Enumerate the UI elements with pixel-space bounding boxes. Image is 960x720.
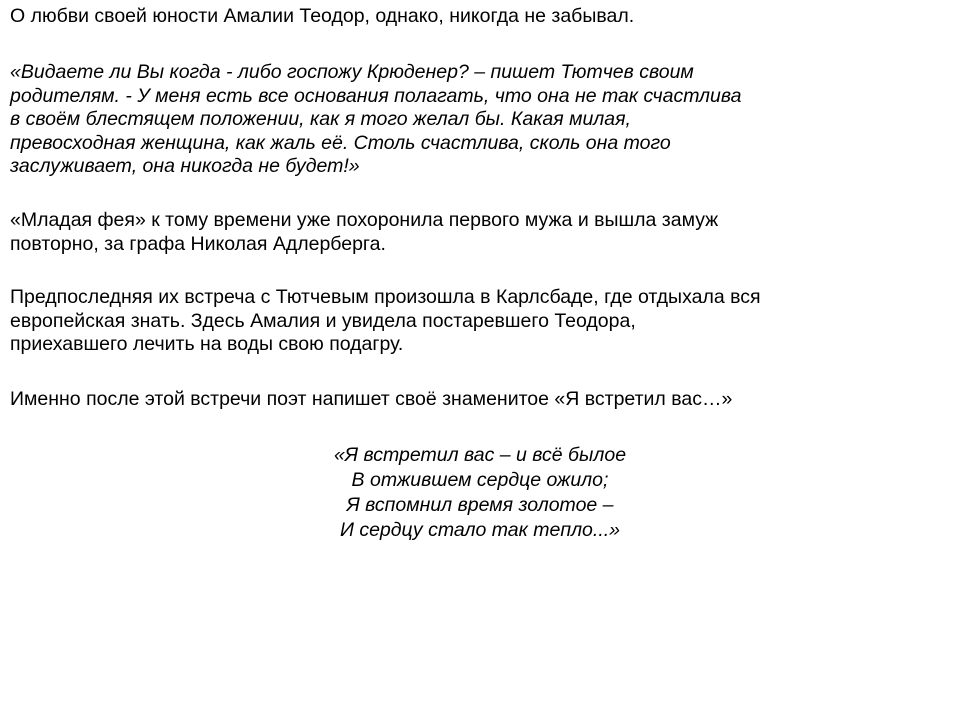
poem-line: «Я встретил вас – и всё былое — [333, 444, 627, 466]
text-line: в своём блестящем положении, как я того желал бы. Какая милая, — [10, 108, 631, 130]
paragraph-letter-quote — [10, 61, 960, 179]
text-line: «Младая фея» к тому времени уже похоронила первого мужа и вышла замуж — [10, 209, 719, 231]
text-line: повторно, за графа Николая Адлерберга. — [10, 232, 386, 255]
poem-line: И сердцу стало так тепло...» — [339, 519, 621, 541]
text-line: Предпоследняя их встреча с Тютчевым произошла в Карлсбаде, где отдыхала вся — [10, 286, 761, 308]
poem-quote — [0, 443, 960, 543]
text-line: европейская знать. Здесь Амалия и увидела постаревшего Теодора, — [10, 309, 636, 332]
poem-line: Я вспомнил время золотое – — [346, 494, 614, 516]
text-line: Именно после этой встречи поэт напишет своё знаменитое «Я встретил вас…» — [10, 388, 733, 410]
paragraph-intro — [10, 5, 960, 29]
poem-line: В отжившем сердце ожило; — [351, 469, 609, 491]
paragraph-second-marriage — [10, 209, 960, 256]
text-line: родителям. - У меня есть все основания полагать, что она не так счастлива — [10, 84, 742, 107]
paragraph-karlsbad-meeting — [10, 286, 960, 357]
text-line: заслуживает, она никогда не будет!» — [10, 155, 360, 177]
text-line: «Видаете ли Вы когда - либо госпожу Крюденер? – пишет Тютчев своим — [10, 61, 694, 83]
text-line: О любви своей юности Амалии Теодор, однако, никогда не забывал. — [10, 5, 635, 27]
text-line: превосходная женщина, как жаль её. Столь счастлива, сколь она того — [10, 131, 671, 154]
text-line: приехавшего лечить на воды свою подагру. — [10, 333, 404, 355]
paragraph-poem-intro — [10, 388, 960, 412]
